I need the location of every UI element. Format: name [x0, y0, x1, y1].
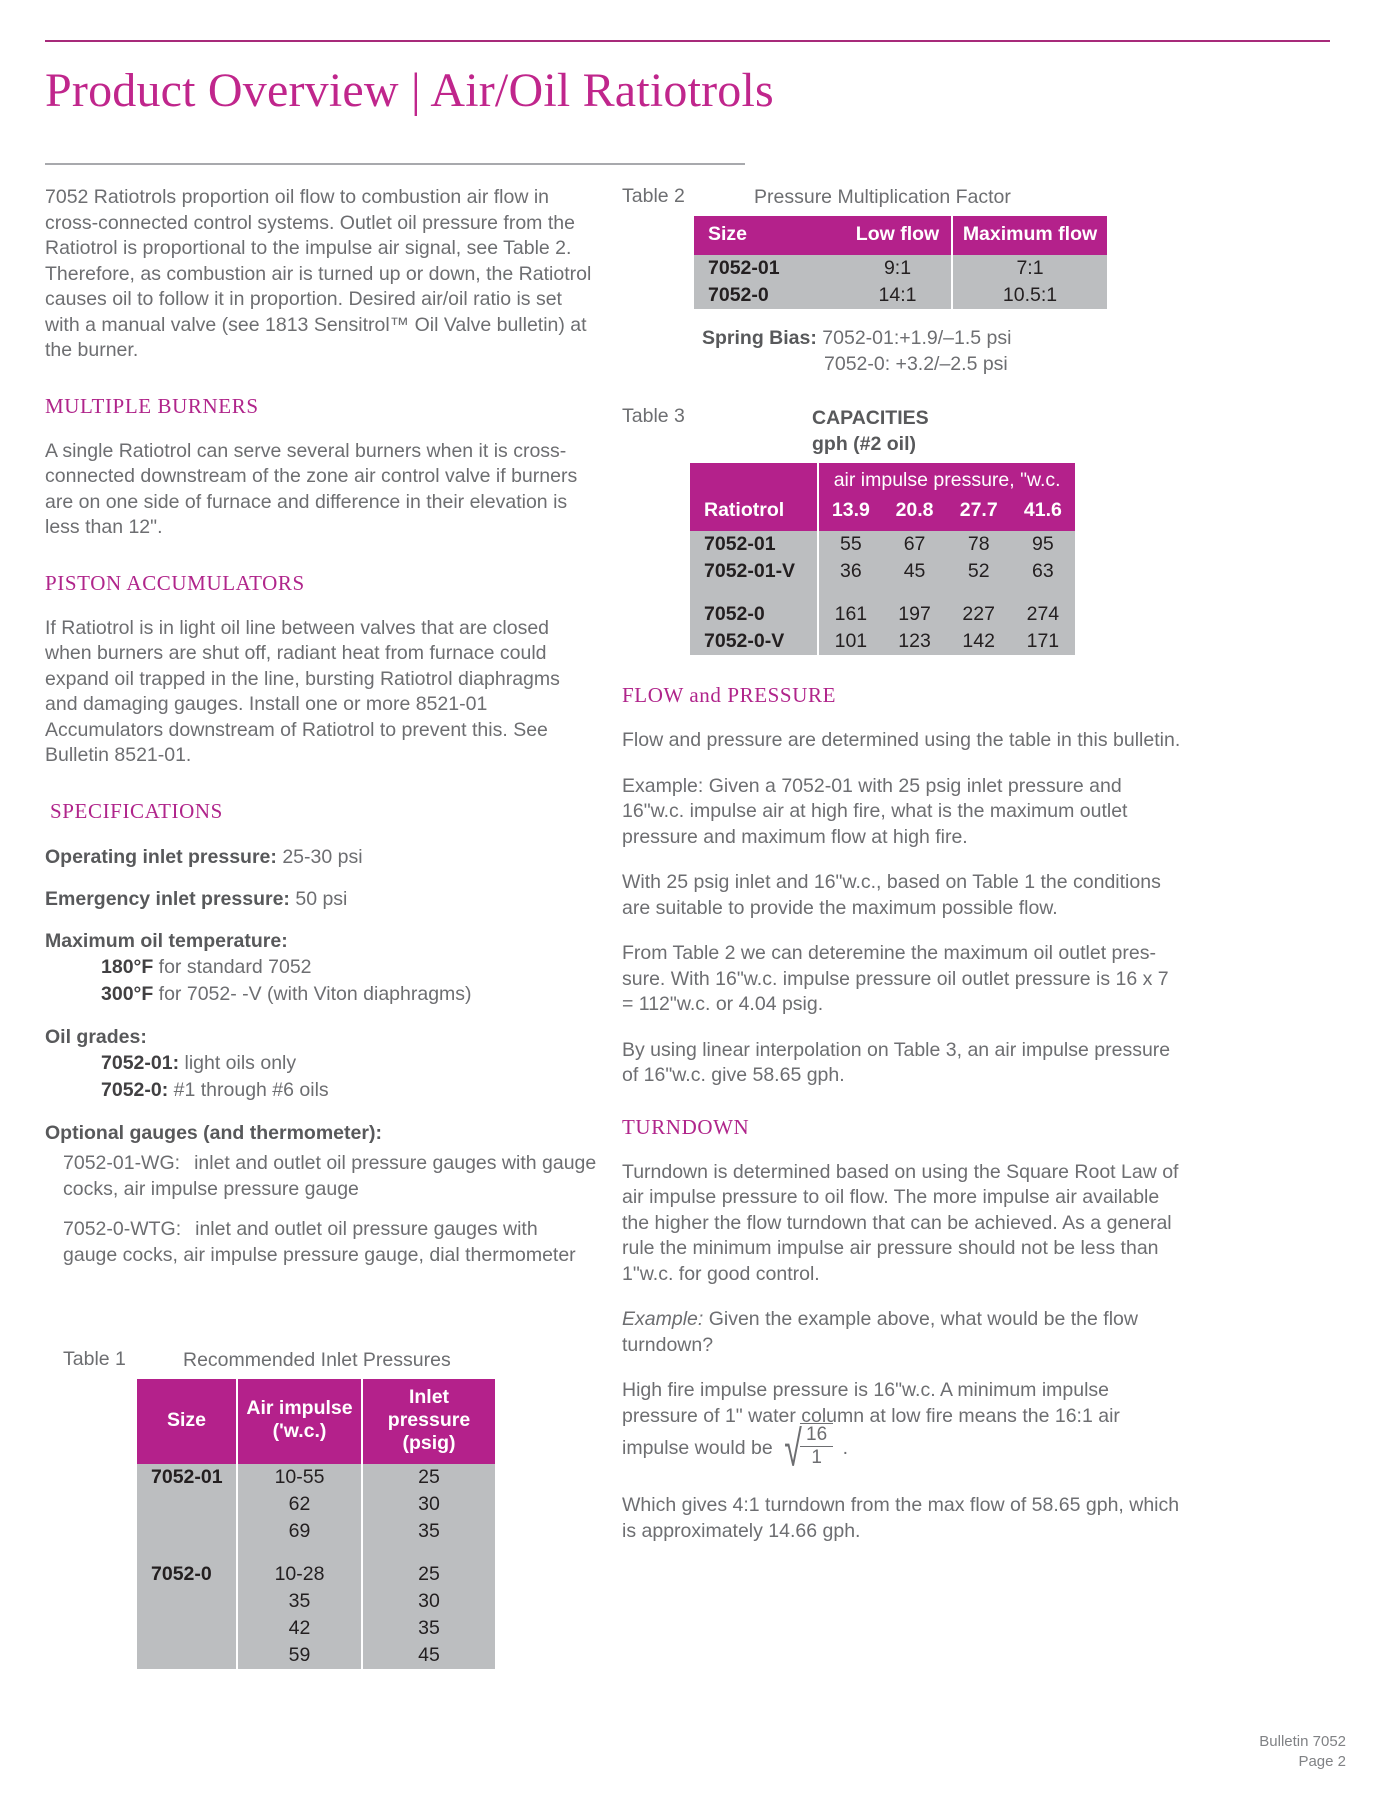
table3-title-group [812, 405, 929, 457]
table1-size-cell [137, 1588, 237, 1615]
table3-value-cell: 171 [1011, 628, 1075, 655]
table2-low-flow-cell: 9:1 [844, 255, 952, 282]
spec-sub-item [45, 981, 597, 1008]
radical-icon: √ [784, 1421, 802, 1477]
flow-paragraph-4: From Table 2 we can deteremine the maximum oil outlet pres-sure. With 16"w.c. impulse pressure oil outlet pressure is 16 x 7 = 112"w.c. or 4.04 psig. [622, 942, 1169, 1015]
table1-col-inlet-pressure [362, 1379, 495, 1464]
table1-size-cell: 7052-0 [137, 1561, 237, 1588]
gap-cell [818, 585, 882, 601]
spring-bias-block [702, 325, 1182, 377]
table3-value-cell: 78 [947, 531, 1011, 558]
table2-col-max-flow: Maximum flow [952, 216, 1107, 255]
spec-label: Oil grades: [45, 1025, 147, 1048]
table1-inlet-cell: 30 [362, 1588, 495, 1615]
table1-inlet-cell: 45 [362, 1642, 495, 1669]
left-column [45, 185, 597, 1669]
spec-oil-grades [45, 1024, 597, 1104]
heading-specifications: SPECIFICATIONS [50, 798, 223, 823]
spec-label-row [45, 1024, 597, 1050]
piston-accumulators-paragraph: If Ratiotrol is in light oil line between valves that are closed when burners are shut off, radiant heat from furnace could expand oil trapped in the line, bursting Ratiotrol diaphragms and damaging gauges. Install one or more 8521-01 Accumulators downstream of Ratiotrol to prevent this. See Bulletin 8521-01. [45, 616, 560, 766]
spec-sub-rest: for 7052- -V (with Viton diaphragms) [158, 982, 472, 1005]
spec-sub-rest: #1 through #6 oils [173, 1078, 329, 1101]
table-capacities [690, 463, 1075, 655]
table1-air-cell: 10-28 [237, 1561, 362, 1588]
table3-ratiotrol-cell: 7052-0 [690, 601, 818, 628]
spec-optional-gauges-label [45, 1120, 597, 1146]
table-row [137, 1588, 495, 1615]
spec-label: Optional gauges (and thermometer): [45, 1121, 382, 1144]
table1-block [45, 1348, 597, 1669]
heading-turndown: TURNDOWN [622, 1114, 750, 1139]
top-rule-divider [45, 40, 1330, 42]
table-row [137, 1561, 495, 1588]
table3-ratiotrol-cell: 7052-0-V [690, 628, 818, 655]
table3-span-header-row [690, 463, 1075, 492]
table2-header-row [694, 216, 1107, 255]
optional-gauge-code: 7052-01-WG: [63, 1151, 181, 1174]
table-row [137, 1642, 495, 1669]
table3-value-cell: 36 [818, 558, 882, 585]
optional-gauge-item [45, 1216, 597, 1268]
fraction-numerator: 16 [800, 1424, 833, 1447]
table3-span-air-impulse-pressure: air impulse pressure, "w.c. [818, 463, 1075, 492]
spec-sub-bold: 7052-0: [101, 1078, 169, 1101]
table1-col-air-impulse-line1: Air impulse [246, 1397, 353, 1419]
optional-gauge-item [45, 1150, 597, 1202]
table3-value-cell: 63 [1011, 558, 1075, 585]
table2-caption [622, 185, 1182, 210]
table-row [694, 282, 1107, 309]
table-row [137, 1615, 495, 1642]
flow-paragraph-3: With 25 psig inlet and 16"w.c., based on Table 1 the conditions are suitable to provide the maximum possible flow. [622, 871, 1161, 919]
table2-block [622, 185, 1182, 377]
spec-sub-item [45, 1050, 597, 1077]
table1-header-row [137, 1379, 495, 1464]
table1-caption [45, 1348, 597, 1373]
table3-ratiotrol-cell: 7052-01-V [690, 558, 818, 585]
table1-col-inlet-pressure-line2: (psig) [402, 1431, 456, 1454]
table1-inlet-cell: 30 [362, 1491, 495, 1518]
spec-max-oil-temperature [45, 928, 597, 1008]
table-row [690, 601, 1075, 628]
gap-cell [1011, 585, 1075, 601]
table3-value-cell: 123 [882, 628, 946, 655]
turndown-example-rest: Given the example above, what would be the flow turndown? [622, 1308, 1138, 1356]
spec-value: 50 psi [295, 887, 348, 910]
spring-bias-line-1: 7052-01:+1.9/–1.5 psi [822, 327, 1012, 349]
turndown-example-label: Example: [622, 1308, 704, 1330]
table1-inlet-cell: 25 [362, 1464, 495, 1491]
table2-max-flow-cell: 10.5:1 [952, 282, 1107, 309]
table3-value-cell: 67 [882, 531, 946, 558]
spec-label: Operating inlet pressure: [45, 845, 277, 868]
square-root-formula [782, 1421, 833, 1477]
spec-emergency-inlet-pressure [45, 886, 597, 912]
table3-value-cell: 95 [1011, 531, 1075, 558]
footer-bulletin: Bulletin 7052 [1259, 1733, 1346, 1750]
table-row [137, 1518, 495, 1545]
table3-value-cell: 142 [947, 628, 1011, 655]
table-row [694, 255, 1107, 282]
turndown-paragraph: Turndown is determined based on using the Square Root Law of air impulse pressure to oil flow. The more impulse air available the higher the flow turndown that can be achieved. As a general rule the minimum impulse air pressure should not be less than 1"w.c. for good control. [622, 1160, 1179, 1285]
table3-col-20-8: 20.8 [882, 492, 946, 531]
table1-group-gap [137, 1545, 495, 1561]
spec-value: 25-30 psi [282, 845, 363, 868]
table1-col-air-impulse-line2: ('w.c.) [272, 1420, 327, 1442]
table1-air-cell: 59 [237, 1642, 362, 1669]
table1-col-size: Size [137, 1379, 237, 1464]
optional-gauge-desc: inlet and outlet oil pressure gauges with gauge cocks, air impulse pressure gauge [63, 1151, 597, 1200]
spec-sub-bold: 300°F [101, 982, 154, 1005]
gap-cell [690, 585, 818, 601]
flow-paragraph-1: Flow and pressure are determined using the table in this bulletin. [622, 729, 1181, 751]
table-row [690, 558, 1075, 585]
table3-col-13-9: 13.9 [818, 492, 882, 531]
table3-value-cell: 55 [818, 531, 882, 558]
table1-title: Recommended Inlet Pressures [183, 1348, 451, 1371]
spec-sub-bold: 7052-01: [101, 1051, 180, 1074]
spec-label: Maximum oil temperature: [45, 929, 288, 952]
gap-cell [237, 1545, 362, 1561]
formula-trailing-punctuation: . [842, 1437, 849, 1460]
title-underline-divider [45, 163, 745, 165]
optional-gauge-code: 7052-0-WTG: [63, 1217, 182, 1240]
table-row [690, 628, 1075, 655]
fraction [800, 1423, 833, 1469]
spec-operating-inlet-pressure [45, 844, 597, 870]
table1-air-cell: 35 [237, 1588, 362, 1615]
table1-size-cell [137, 1491, 237, 1518]
spec-sub-rest: for standard 7052 [158, 955, 312, 978]
spring-bias-line-2: 7052-0: +3.2/–2.5 psi [824, 353, 1008, 375]
spec-sub-item [45, 954, 597, 981]
table1-air-cell: 42 [237, 1615, 362, 1642]
gap-cell [882, 585, 946, 601]
table-row [690, 531, 1075, 558]
spec-label: Emergency inlet pressure: [45, 887, 290, 910]
table1-size-cell [137, 1518, 237, 1545]
table3-value-cell: 45 [882, 558, 946, 585]
table1-col-inlet-pressure-line1: Inlet pressure [387, 1385, 471, 1431]
gap-cell [362, 1545, 495, 1561]
table3-value-cell: 274 [1011, 601, 1075, 628]
table3-ratiotrol-cell: 7052-01 [690, 531, 818, 558]
heading-flow-and-pressure: FLOW and PRESSURE [622, 683, 837, 707]
table3-col-ratiotrol: Ratiotrol [690, 463, 818, 531]
page-footer [1259, 1732, 1346, 1772]
table1-label: Table 1 [63, 1347, 126, 1370]
table2-max-flow-cell: 7:1 [952, 255, 1107, 282]
table2-low-flow-cell: 14:1 [844, 282, 952, 309]
table3-title-line1: CAPACITIES [812, 407, 929, 429]
table3-caption [622, 405, 1182, 457]
table1-size-cell: 7052-01 [137, 1464, 237, 1491]
table3-value-cell: 161 [818, 601, 882, 628]
heading-multiple-burners: MULTIPLE BURNERS [45, 393, 259, 418]
right-column [622, 185, 1182, 1564]
table1-inlet-cell: 35 [362, 1518, 495, 1545]
table3-value-cell: 197 [882, 601, 946, 628]
page-title: Product Overview | Air/Oil Ratiotrols [45, 64, 774, 117]
table2-col-low-flow: Low flow [844, 216, 952, 255]
table3-value-cell: 52 [947, 558, 1011, 585]
table3-value-cell: 227 [947, 601, 1011, 628]
table-row [137, 1464, 495, 1491]
table3-col-41-6: 41.6 [1011, 492, 1075, 531]
table1-inlet-cell: 25 [362, 1561, 495, 1588]
table2-title: Pressure Multiplication Factor [754, 186, 1011, 208]
table3-title-line2: gph (#2 oil) [812, 433, 916, 455]
spec-sub-item [45, 1077, 597, 1104]
table1-inlet-cell: 35 [362, 1615, 495, 1642]
table1-size-cell [137, 1615, 237, 1642]
table3-value-cell: 101 [818, 628, 882, 655]
table2-label: Table 2 [622, 185, 685, 207]
table-recommended-inlet-pressures [137, 1379, 495, 1669]
turndown-calc-paragraph [622, 1378, 1182, 1477]
turndown-calc-text: High fire impulse pressure is 16"w.c. A minimum impulse pressure of 1" water column at low fire means the 16:1 air impulse would be [622, 1379, 1120, 1460]
flow-paragraph-5: By using linear interpolation on Table 3, an air impulse pressure of 16"w.c. give 58.65 gph. [622, 1038, 1171, 1086]
optional-gauge-desc: inlet and outlet oil pressure gauges with gauge cocks, air impulse pressure gauge, dial thermometer [63, 1217, 576, 1266]
table3-label: Table 3 [622, 405, 685, 427]
table1-size-cell [137, 1642, 237, 1669]
table1-air-cell: 10-55 [237, 1464, 362, 1491]
heading-piston-accumulators: PISTON ACCUMULATORS [45, 570, 305, 595]
spec-sub-bold: 180°F [101, 955, 154, 978]
gap-cell [947, 585, 1011, 601]
spring-bias-label: Spring Bias: [702, 327, 817, 349]
footer-page-number: Page 2 [1298, 1753, 1346, 1770]
table3-group-gap [690, 585, 1075, 601]
table3-col-27-7: 27.7 [947, 492, 1011, 531]
table3-block [622, 405, 1182, 655]
multiple-burners-paragraph: A single Ratiotrol can serve several burners when it is cross-connected downstream of the zone air control valve if burners are on one side of furnace and difference in their elevation is less than 12". [45, 439, 578, 538]
table-pressure-multiplication-factor [694, 216, 1107, 309]
table2-size-cell: 7052-01 [694, 255, 844, 282]
spec-label-row [45, 928, 597, 954]
spec-sub-rest: light oils only [184, 1051, 297, 1074]
intro-paragraph: 7052 Ratiotrols proportion oil flow to combustion air flow in cross-connected control systems. Outlet oil pressure from the Ratiotrol is proportional to the impulse air signal, see Table 2. Therefore, as combustion air is turned up or down, the Ratiotrol causes oil to follow it in proportion. Desired air/oil ratio is set with a manual valve (see 1813 Sensitrol™ Oil Valve bulletin) at the burner. [45, 186, 592, 361]
table1-air-cell: 69 [237, 1518, 362, 1545]
table1-col-air-impulse [237, 1379, 362, 1464]
gap-cell [137, 1545, 237, 1561]
turndown-example-paragraph [622, 1307, 1182, 1358]
table2-size-cell: 7052-0 [694, 282, 844, 309]
flow-paragraph-2: Example: Given a 7052-01 with 25 psig inlet pressure and 16"w.c. impulse air at high fire, what is the maximum outlet pressure and maximum flow at high fire. [622, 774, 1128, 848]
table2-col-size: Size [694, 216, 844, 255]
fraction-denominator: 1 [811, 1447, 822, 1468]
table-row [137, 1491, 495, 1518]
table1-air-cell: 62 [237, 1491, 362, 1518]
turndown-result-paragraph: Which gives 4:1 turndown from the max flow of 58.65 gph, which is approximately 14.66 gph. [622, 1494, 1180, 1542]
